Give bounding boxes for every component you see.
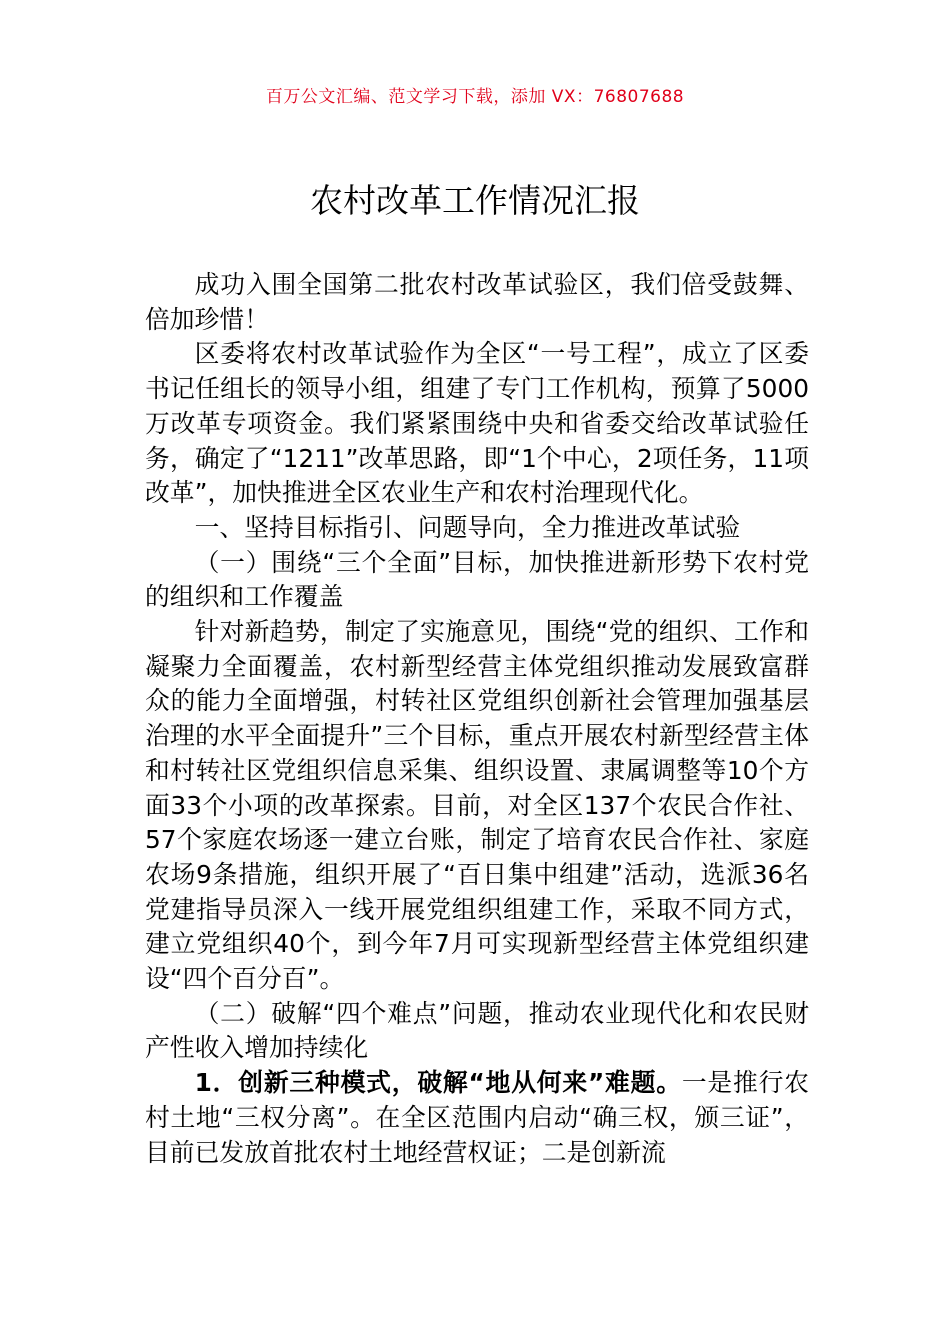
subsection-heading: （一）围绕“三个全面”目标，加快推进新形势下农村党的组织和工作覆盖: [145, 547, 809, 612]
paragraph: 成功入围全国第二批农村改革试验区，我们倍受鼓舞、倍加珍惜！: [145, 270, 809, 334]
watermark-header: 百万公文汇编、范文学习下载，添加 VX：76807688: [265, 87, 685, 107]
paragraph: [145, 1066, 809, 1170]
document-body: [145, 268, 809, 1170]
page-title: 农村改革工作情况汇报: [310, 181, 640, 220]
paragraph-text: 一是推行农村土地“三权分离”。在全区范围内启动“确三权，颁三证”，目前已发放首批农村土地经营权证；二是创新流: [145, 1068, 809, 1167]
paragraph-lead: 1．创新三种模式，破解“地从何来”难题。: [194, 1068, 682, 1098]
section-heading: 一、坚持目标指引、问题导向，全力推进改革试验: [194, 512, 741, 542]
paragraph: 区委将农村改革试验作为全区“一号工程”，成立了区委书记任组长的领导小组，组建了专门工作机构，预算了5000万改革专项资金。我们紧紧围绕中央和省委交给改革试验任务，确定了“1211”改革思路，即“1个中心，2项任务，11项改革”，加快推进全区农业生产和农村治理现代化。: [145, 339, 809, 508]
paragraph: 针对新趋势，制定了实施意见，围绕“党的组织、工作和凝聚力全面覆盖，农村新型经营主体党组织推动发展致富群众的能力全面增强，村转社区党组织创新社会管理加强基层治理的水平全面提升”三个目标，重点开展农村新型经营主体和村转社区党组织信息采集、组织设置、隶属调整等10个方面33个小项的改革探索。目前，对全区137个农民合作社、57个家庭农场逐一建立台账，制定了培育农民合作社、家庭农场9条措施，组织开展了“百日集中组建”活动，选派36名党建指导员深入一线开展党组织组建工作，采取不同方式，建立党组织40个，到今年7月可实现新型经营主体党组织建设“四个百分百”。: [145, 617, 809, 994]
subsection-heading: （二）破解“四个难点”问题，推动农业现代化和农民财产性收入增加持续化: [145, 998, 809, 1063]
